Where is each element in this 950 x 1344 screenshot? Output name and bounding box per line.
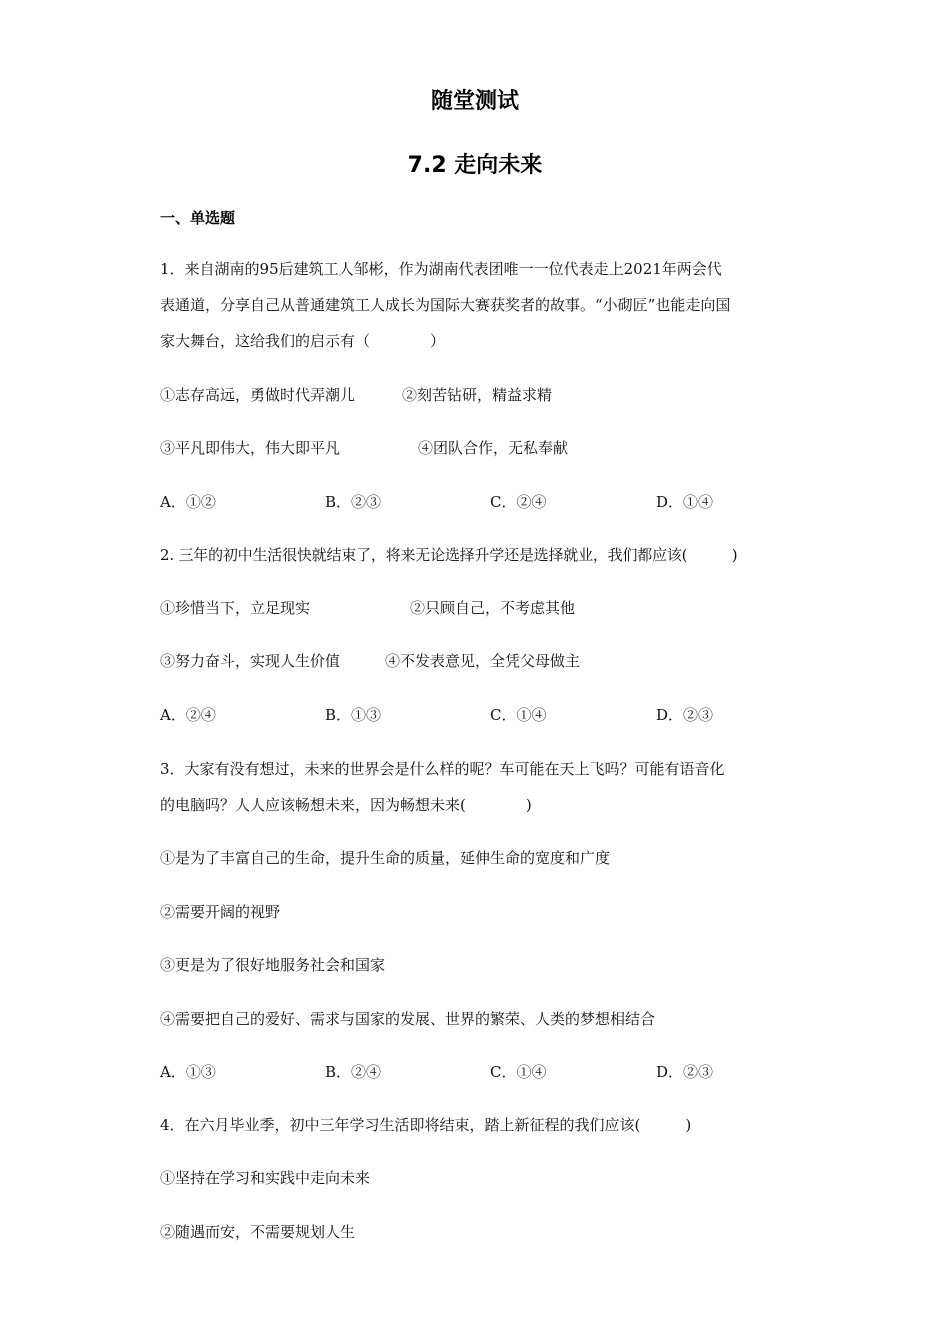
q2-option-b: B．①③ (325, 706, 382, 724)
q3-statement-4: ④需要把自己的爱好、需求与国家的发展、世界的繁荣、人类的梦想相结合 (160, 1010, 656, 1028)
q1-statement-3: ③平凡即伟大，伟大即平凡 (160, 439, 341, 457)
page-title: 随堂测试 (430, 89, 519, 114)
section-heading: 一、单选题 (160, 209, 236, 227)
q4-statement-2: ②随遇而安，不需要规划人生 (160, 1223, 356, 1241)
q2-option-d: D．②③ (656, 706, 714, 724)
q1-statement-1: ①志存高远，勇做时代弄潮儿 (160, 386, 356, 404)
q3-option-d: D．②③ (656, 1063, 714, 1081)
q1-stem-line-1: 1．来自湖南的95后建筑工人邹彬，作为湖南代表团唯一一位代表走上2021年两会代 (160, 260, 722, 278)
q3-option-a: A．①③ (160, 1063, 216, 1081)
q3-statement-2: ②需要开阔的视野 (160, 903, 281, 921)
q3-statement-3: ③更是为了很好地服务社会和国家 (160, 956, 386, 974)
q4-statement-1: ①坚持在学习和实践中走向未来 (160, 1169, 371, 1187)
q2-option-c: C．①④ (490, 706, 547, 724)
q1-stem-line-3: 家大舞台，这给我们的启示有（ ） (160, 332, 446, 350)
q4-stem: 4．在六月毕业季，初中三年学习生活即将结束，踏上新征程的我们应该( ) (160, 1116, 692, 1134)
q3-statement-1: ①是为了丰富自己的生命，提升生命的质量，延伸生命的宽度和广度 (160, 849, 611, 867)
q3-stem-line-1: 3．大家有没有想过，未来的世界会是什么样的呢？车可能在天上飞吗？可能有语音化 (160, 760, 725, 778)
q1-stem-line-2: 表通道，分享自己从普通建筑工人成长为国际大赛获奖者的故事。“小砌匠”也能走向国 (160, 296, 731, 314)
q1-statement-2: ②刻苦钻研，精益求精 (402, 386, 553, 404)
q2-statement-1: ①珍惜当下，立足现实 (160, 599, 311, 617)
q3-option-c: C．①④ (490, 1063, 547, 1081)
q1-option-c: C．②④ (490, 493, 547, 511)
q2-stem: 2. 三年的初中生活很快就结束了，将来无论选择升学还是选择就业，我们都应该( ) (160, 546, 738, 564)
q1-option-a: A．①② (160, 493, 216, 511)
q3-stem-line-2: 的电脑吗？人人应该畅想未来，因为畅想未来( ) (160, 796, 532, 814)
q2-statement-4: ④不发表意见，全凭父母做主 (385, 652, 581, 670)
q1-option-b: B．②③ (325, 493, 382, 511)
q1-option-d: D．①④ (656, 493, 714, 511)
q3-option-b: B．②④ (325, 1063, 382, 1081)
q2-statement-3: ③努力奋斗，实现人生价值 (160, 652, 341, 670)
q2-option-a: A．②④ (160, 706, 216, 724)
q1-statement-4: ④团队合作，无私奉献 (418, 439, 569, 457)
q2-statement-2: ②只顾自己，不考虑其他 (410, 599, 576, 617)
page-subtitle: 7.2 走向未来 (407, 153, 543, 178)
